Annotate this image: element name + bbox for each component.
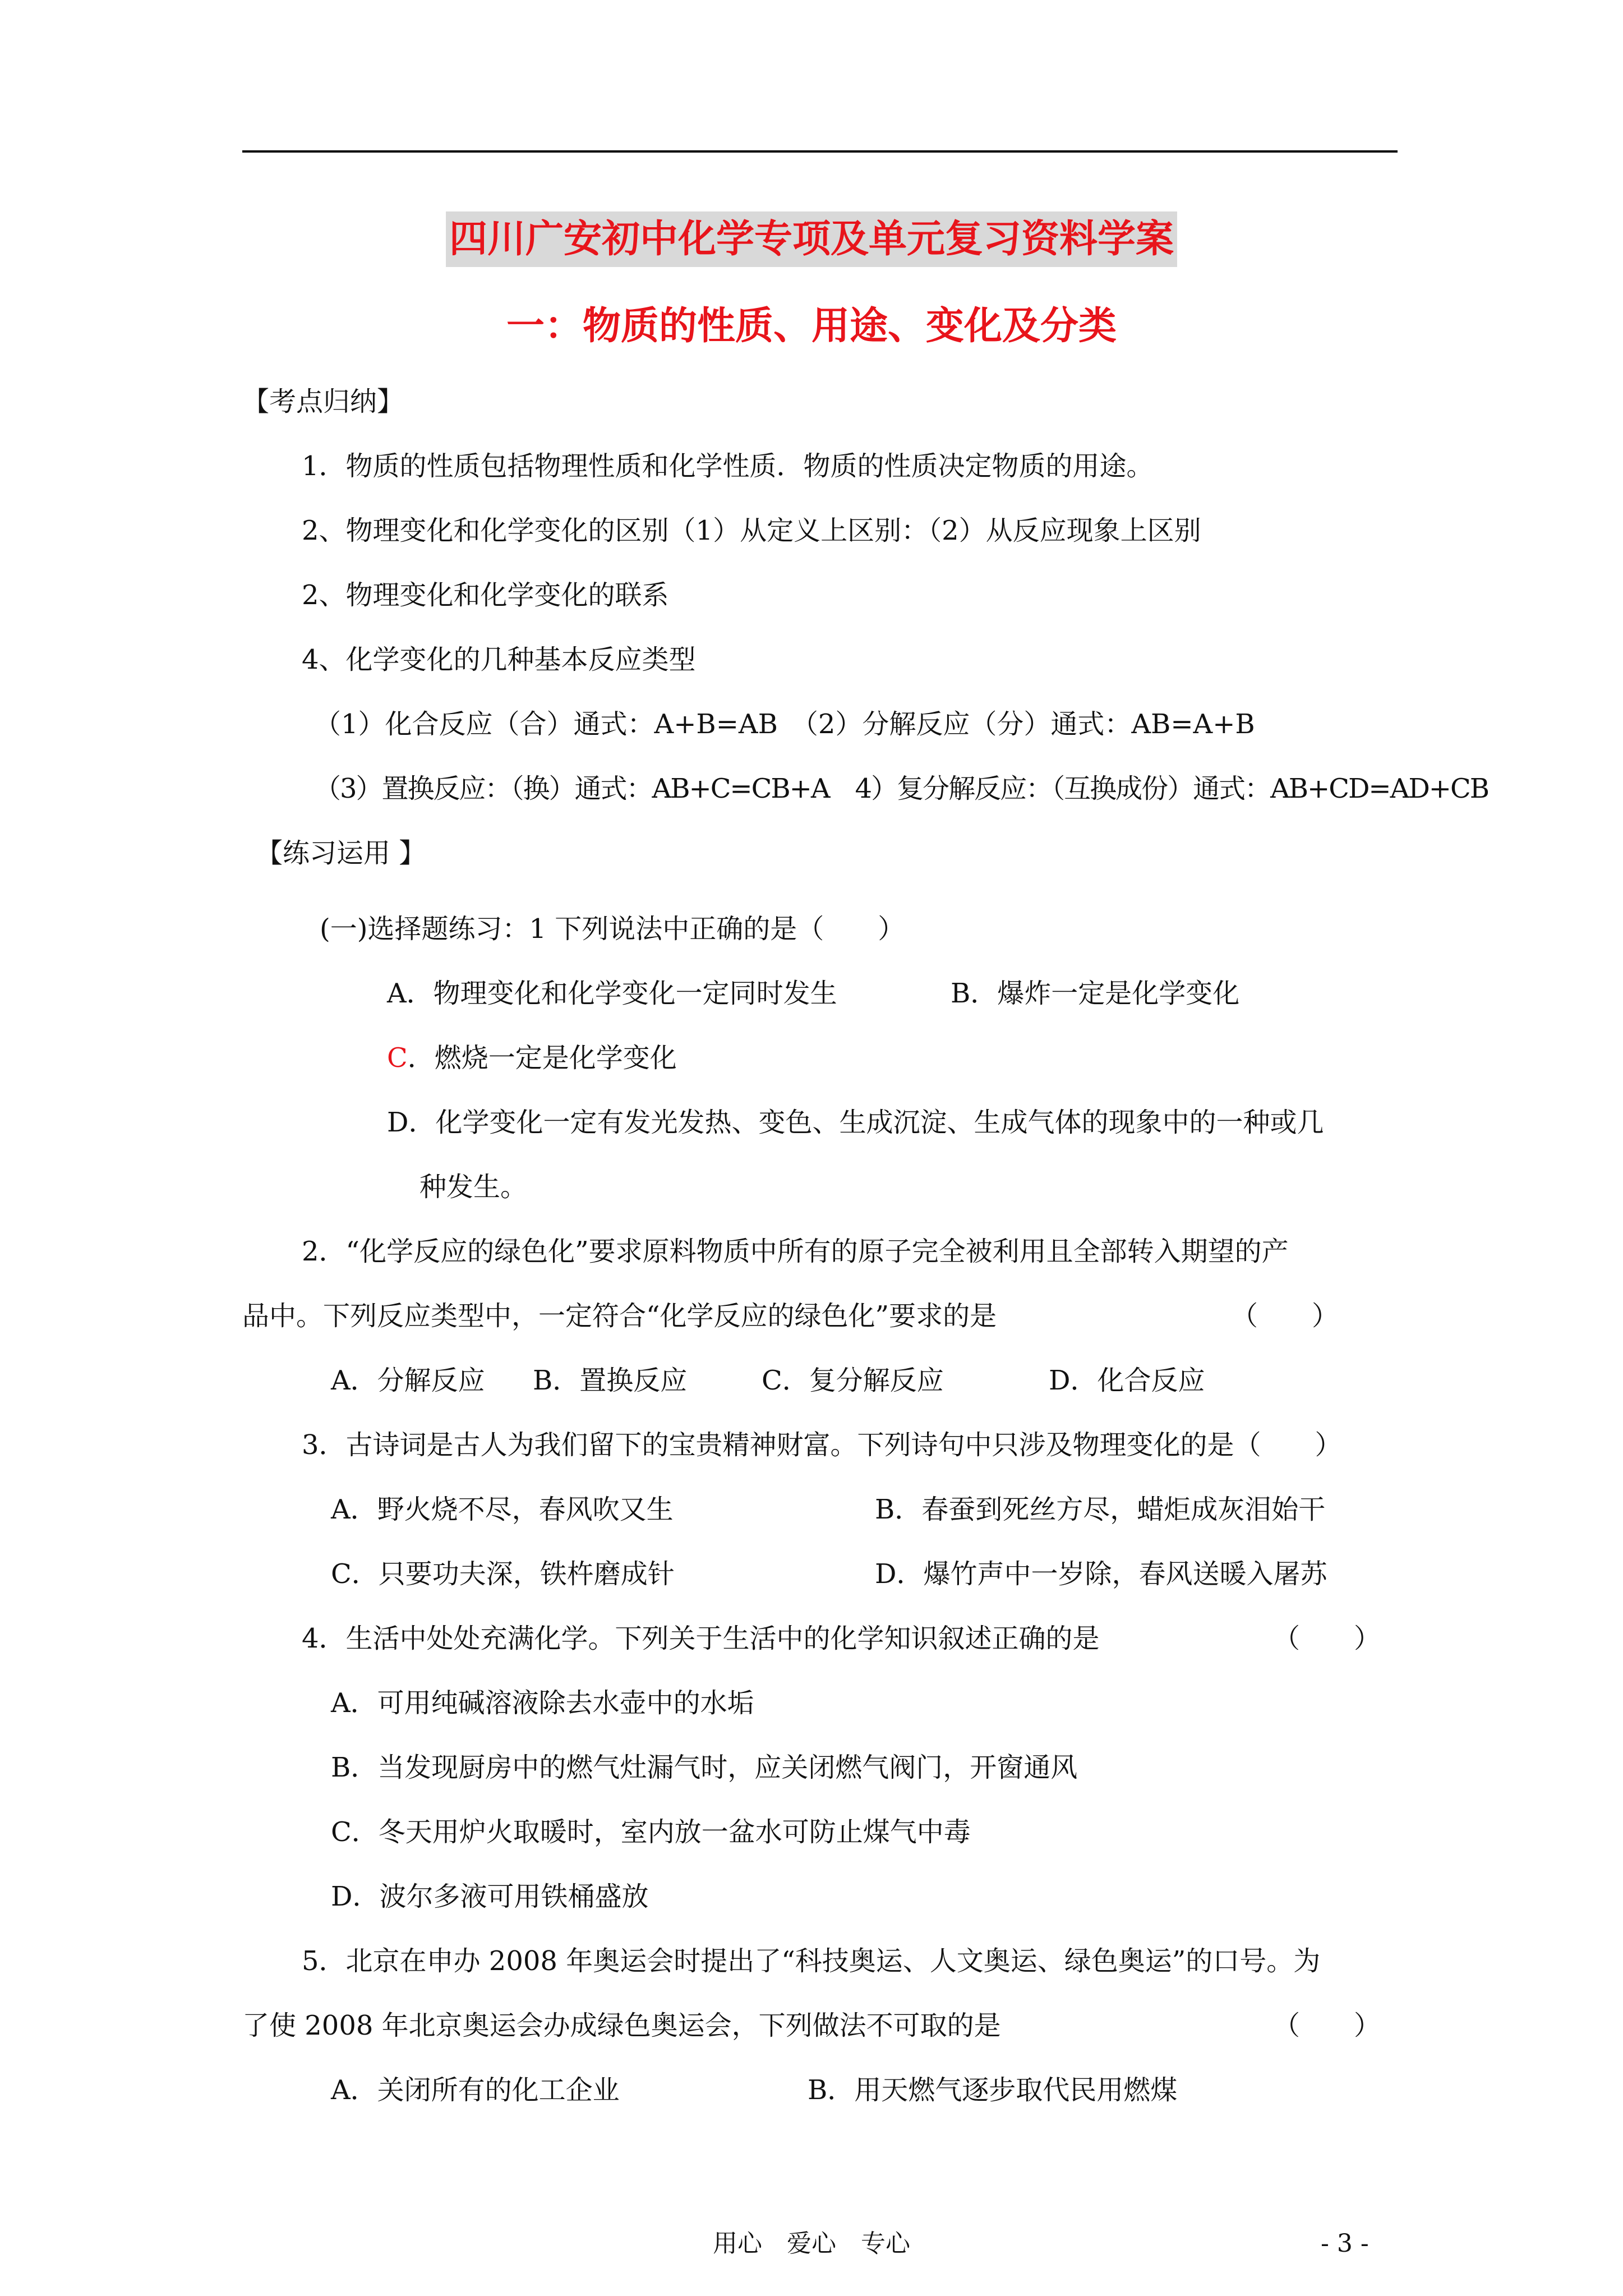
reaction-types-2: （3）置换反应：（换）通式：AB+C=CB+A 4）复分解反应：（互换成份）通式：AB+CD=AD+CB [314,773,1489,804]
question-5: 5．北京在申办 2008 年奥运会时提出了“科技奥运、人文奥运、绿色奥运”的口号。为 [302,1945,1321,1977]
question-1-option-d: D．化学变化一定有发光发热、变色、生成沉淀、生成气体的现象中的一种或几 [387,1107,1324,1138]
question-2: 2．“化学反应的绿色化”要求原料物质中所有的原子完全被利用且全部转入期望的产 [302,1236,1289,1267]
document-title [0,217,1623,261]
header-rule [242,150,1398,153]
question-1-option-a: A．物理变化和化学变化一定同时发生 [387,978,837,1009]
question-5-option-a: A．关闭所有的化工企业 [331,2074,620,2106]
heading-lianxi: 【练习运用 】 [256,838,426,869]
question-1-option-d-cont: 种发生。 [419,1171,528,1203]
question-4-option-c: C．冬天用炉火取暖时，室内放一盆水可防止煤气中毒 [331,1816,971,1848]
question-1-option-b: B．爆炸一定是化学变化 [951,978,1240,1009]
question-3-option-a: A．野火烧不尽，春风吹又生 [331,1494,674,1525]
question-1-option-c [387,1042,677,1074]
question-4: 4．生活中处处充满化学。下列关于生活中的化学知识叙述正确的是 [302,1623,1100,1654]
kaodian-item-2: 2、物理变化和化学变化的区别（1）从定义上区别：（2）从反应现象上区别 [302,515,1201,546]
page-number: - 3 - [1321,2229,1369,2258]
option-c-text: ．燃烧一定是化学变化 [407,1042,677,1074]
question-1: (一)选择题练习：1 下列说法中正确的是（ ） [320,913,905,945]
question-3: 3．古诗词是古人为我们留下的宝贵精神财富。下列诗句中只涉及物理变化的是（ ） [302,1429,1342,1461]
document-title-text: 四川广安初中化学专项及单元复习资料学案 [446,211,1177,267]
question-3-option-d: D．爆竹声中一岁除，春风送暖入屠苏 [875,1558,1327,1590]
question-5-cont: 了使 2008 年北京奥运会办成绿色奥运会，下列做法不可取的是 [242,2010,1001,2041]
question-2-option-b: B．置换反应 [533,1365,688,1396]
question-2-option-c: C．复分解反应 [762,1365,944,1396]
question-2-option-d: D．化合反应 [1049,1365,1205,1396]
heading-kaodian: 【考点归纳】 [242,386,404,417]
question-4-option-b: B．当发现厨房中的燃气灶漏气时，应关闭燃气阀门，开窗通风 [331,1752,1078,1783]
question-5-blank: （ ） [1273,2010,1381,2041]
kaodian-item-4: 4、化学变化的几种基本反应类型 [302,644,696,675]
reaction-types-1: （1）化合反应（合）通式：A+B=AB （2）分解反应（分）通式：AB=A+B [314,708,1255,740]
kaodian-item-3: 2、物理变化和化学变化的联系 [302,579,669,611]
question-4-option-a: A．可用纯碱溶液除去水壶中的水垢 [331,1687,754,1719]
question-3-option-b: B．春蚕到死丝方尽，蜡炬成灰泪始干 [875,1494,1326,1525]
kaodian-item-1: 1．物质的性质包括物理性质和化学性质．物质的性质决定物质的用途。 [302,450,1154,482]
question-4-option-d: D．波尔多液可用铁桶盛放 [331,1881,649,1912]
page-footer: 用心 爱心 专心 [713,2229,910,2258]
question-3-option-c: C．只要功夫深，铁杵磨成针 [331,1558,675,1590]
question-2-option-a: A．分解反应 [331,1365,485,1396]
question-5-option-b: B．用天燃气逐步取代民用燃煤 [808,2074,1178,2106]
question-2-cont: 品中。下列反应类型中，一定符合“化学反应的绿色化”要求的是 [242,1300,997,1332]
question-2-blank: （ ） [1231,1300,1339,1332]
option-c-letter: C [387,1042,408,1074]
section-subtitle: 一：物质的性质、用途、变化及分类 [506,304,1117,348]
question-4-blank: （ ） [1273,1623,1381,1654]
